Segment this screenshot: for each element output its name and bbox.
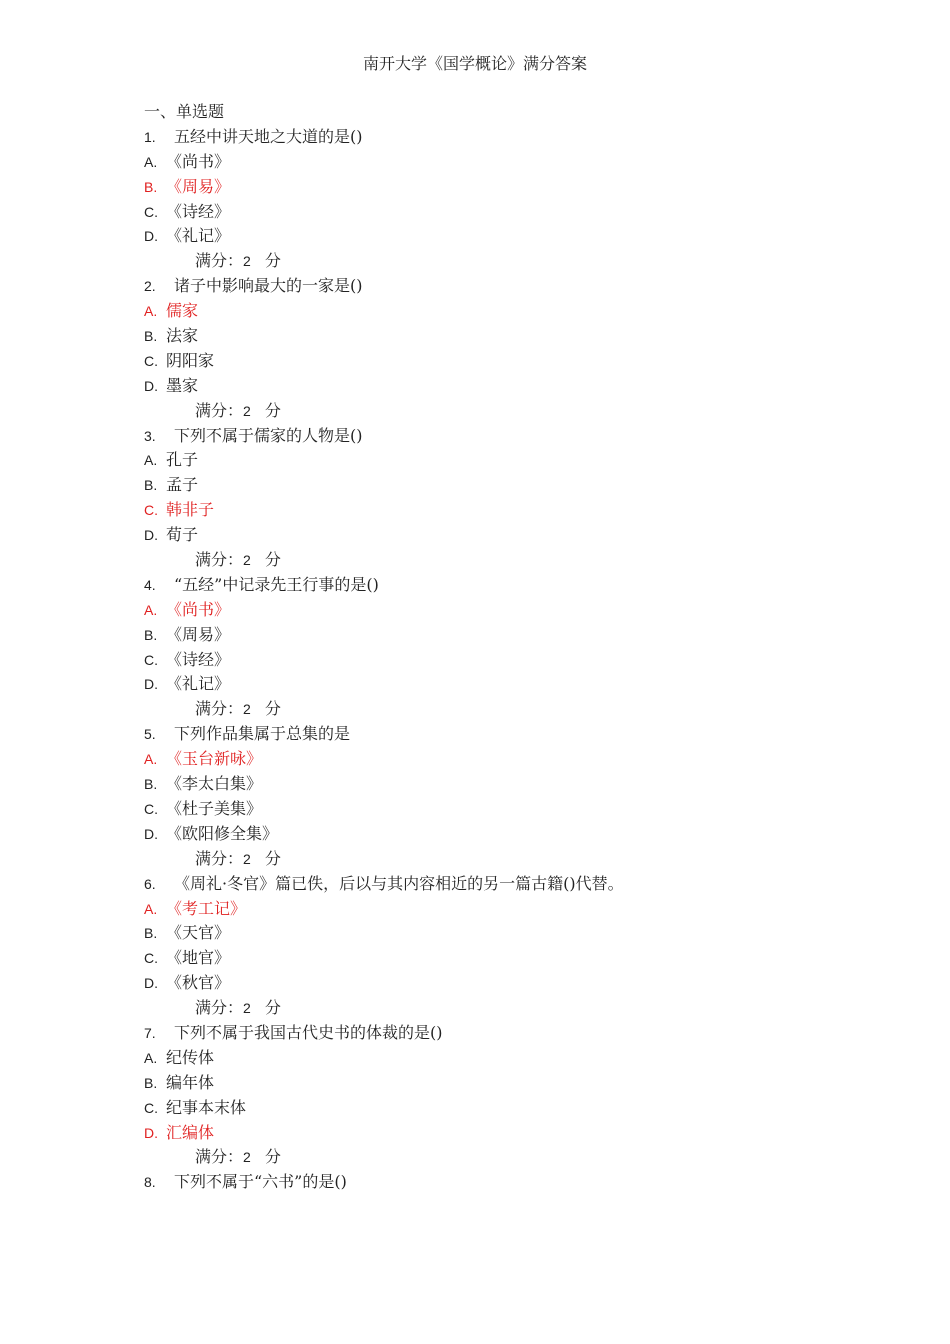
- option-letter: C.: [144, 950, 158, 967]
- option: [144, 349, 884, 374]
- option: [144, 1046, 884, 1071]
- score-line: [144, 996, 884, 1021]
- score-line: [144, 249, 884, 274]
- question-text: 下列作品集属于总集的是: [174, 724, 351, 744]
- score-value: 2: [243, 850, 251, 867]
- option-letter: D.: [144, 377, 158, 394]
- option-letter: A.: [144, 751, 158, 768]
- option: [144, 946, 884, 971]
- option-letter: C.: [144, 352, 158, 369]
- question-stem: [144, 872, 884, 897]
- score-label: 满分：: [195, 998, 244, 1018]
- score-unit: 分: [264, 400, 281, 420]
- option-letter: B.: [144, 178, 158, 195]
- option-letter: D.: [144, 676, 158, 693]
- question-stem: [144, 125, 884, 150]
- score-line: [144, 847, 884, 872]
- option-letter: D.: [144, 825, 158, 842]
- question-stem: [144, 1170, 884, 1195]
- option-letter: A.: [144, 153, 158, 170]
- question-number: 6.: [144, 875, 156, 892]
- question-number: 2.: [144, 278, 156, 295]
- option-letter: A.: [144, 1049, 158, 1066]
- section-heading: 一、单选题: [144, 102, 225, 121]
- score-label: 满分：: [195, 1147, 244, 1167]
- score-unit: 分: [264, 1147, 281, 1167]
- score-value: 2: [243, 1000, 251, 1017]
- score-label: 满分：: [195, 550, 244, 570]
- score-label: 满分：: [195, 848, 244, 868]
- option-text: 《诗经》: [166, 201, 231, 221]
- option-letter: B.: [144, 626, 158, 643]
- option-letter: B.: [144, 776, 158, 793]
- score-unit: 分: [264, 998, 281, 1018]
- option-letter: B.: [144, 328, 158, 345]
- option: [144, 822, 884, 847]
- option: [144, 473, 884, 498]
- question-number: 4.: [144, 576, 156, 593]
- option-letter: C.: [144, 1099, 158, 1116]
- score-line: [144, 1145, 884, 1170]
- option-text: 孔子: [166, 450, 199, 470]
- option-letter: D.: [144, 975, 158, 992]
- option-text: 《地官》: [166, 948, 231, 968]
- score-value: 2: [243, 1149, 251, 1166]
- score-unit: 分: [264, 550, 281, 570]
- option-text: 孟子: [166, 475, 199, 495]
- option-text: 墨家: [166, 375, 199, 395]
- option-text: 儒家: [166, 301, 199, 321]
- option-text: 阴阳家: [166, 350, 215, 370]
- option-letter: A.: [144, 601, 158, 618]
- option-correct: [144, 897, 884, 922]
- option-text: 《秋官》: [166, 973, 231, 993]
- option: [144, 200, 884, 225]
- question-number: 3.: [144, 427, 156, 444]
- option: [144, 648, 884, 673]
- score-unit: 分: [264, 848, 281, 868]
- option: [144, 623, 884, 648]
- option-letter: B.: [144, 477, 158, 494]
- option-text: 汇编体: [166, 1122, 215, 1142]
- option-text: 《尚书》: [166, 151, 231, 171]
- option-letter: A.: [144, 452, 158, 469]
- option-letter: B.: [144, 1074, 158, 1091]
- question-text: 五经中讲天地之大道的是(): [174, 126, 363, 146]
- option-text: 编年体: [166, 1072, 215, 1092]
- page-title: 南开大学《国学概论》满分答案: [362, 54, 587, 73]
- option-text: 纪传体: [166, 1047, 215, 1067]
- question-number: 1.: [144, 128, 156, 145]
- option-text: 《尚书》: [166, 599, 231, 619]
- option-letter: C.: [144, 800, 158, 817]
- option-text: 韩非子: [166, 500, 215, 520]
- question-text: “五经”中记录先王行事的是(): [174, 574, 379, 594]
- question-text: 下列不属于我国古代史书的体裁的是(): [174, 1022, 443, 1042]
- score-label: 满分：: [195, 251, 244, 271]
- option-correct: [144, 299, 884, 324]
- question-number: 8.: [144, 1174, 156, 1191]
- option: [144, 1096, 884, 1121]
- option: [144, 921, 884, 946]
- question-stem: [144, 573, 884, 598]
- score-line: [144, 399, 884, 424]
- option-letter: B.: [144, 925, 158, 942]
- score-value: 2: [243, 552, 251, 569]
- option-text: 《考工记》: [166, 898, 247, 918]
- option: [144, 672, 884, 697]
- question-stem: [144, 1021, 884, 1046]
- questions-container: [144, 125, 884, 1195]
- question-text: 诸子中影响最大的一家是(): [174, 276, 363, 296]
- question-list: [144, 100, 884, 1195]
- option: [144, 150, 884, 175]
- question-number: 7.: [144, 1024, 156, 1041]
- option-text: 《礼记》: [166, 674, 231, 694]
- question-text: 下列不属于“六书”的是(): [174, 1172, 347, 1192]
- option-text: 《玉台新咏》: [166, 749, 263, 769]
- option-text: 《诗经》: [166, 649, 231, 669]
- score-unit: 分: [264, 699, 281, 719]
- option: [144, 448, 884, 473]
- option-letter: D.: [144, 527, 158, 544]
- question-stem: [144, 722, 884, 747]
- option-correct: [144, 1121, 884, 1146]
- option-text: 《周易》: [166, 176, 231, 196]
- option-text: 纪事本末体: [166, 1097, 247, 1117]
- option-correct: [144, 498, 884, 523]
- score-line: [144, 697, 884, 722]
- option: [144, 224, 884, 249]
- option-letter: A.: [144, 900, 158, 917]
- option-letter: C.: [144, 203, 158, 220]
- question-text: 《周礼·冬官》篇已佚，后以与其内容相近的另一篇古籍()代替。: [174, 873, 624, 893]
- option-letter: D.: [144, 228, 158, 245]
- option-text: 《李太白集》: [166, 774, 263, 794]
- option-letter: A.: [144, 303, 158, 320]
- option: [144, 971, 884, 996]
- score-line: [144, 548, 884, 573]
- option: [144, 374, 884, 399]
- option-correct: [144, 598, 884, 623]
- option-text: 《欧阳修全集》: [166, 823, 279, 843]
- score-value: 2: [243, 701, 251, 718]
- option-letter: C.: [144, 502, 158, 519]
- option-text: 《杜子美集》: [166, 798, 263, 818]
- question-stem: [144, 274, 884, 299]
- score-unit: 分: [264, 251, 281, 271]
- option: [144, 523, 884, 548]
- option: [144, 324, 884, 349]
- option-text: 《周易》: [166, 624, 231, 644]
- score-value: 2: [243, 402, 251, 419]
- option-letter: D.: [144, 1124, 158, 1141]
- option-text: 《天官》: [166, 923, 231, 943]
- option: [144, 772, 884, 797]
- option-correct: [144, 175, 884, 200]
- option: [144, 1071, 884, 1096]
- option-text: 荀子: [166, 525, 199, 545]
- score-value: 2: [243, 253, 251, 270]
- option-correct: [144, 747, 884, 772]
- option-letter: C.: [144, 651, 158, 668]
- option: [144, 797, 884, 822]
- option-text: 法家: [166, 326, 199, 346]
- question-number: 5.: [144, 726, 156, 743]
- option-text: 《礼记》: [166, 226, 231, 246]
- question-text: 下列不属于儒家的人物是(): [174, 425, 363, 445]
- score-label: 满分：: [195, 699, 244, 719]
- question-stem: [144, 424, 884, 449]
- score-label: 满分：: [195, 400, 244, 420]
